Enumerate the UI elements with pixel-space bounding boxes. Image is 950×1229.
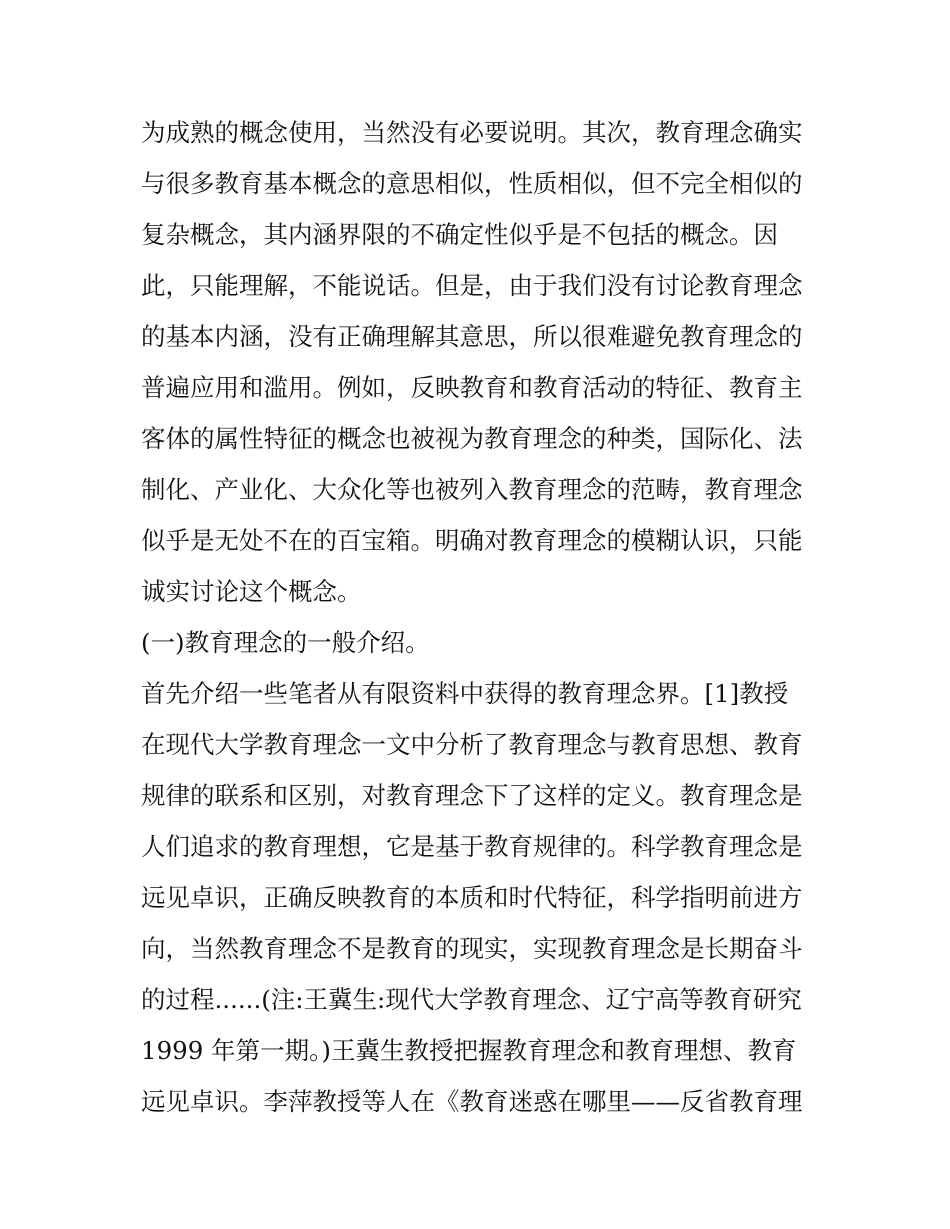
text-line: 远见卓识。李萍教授等人在《教育迷惑在哪里——反省教育理 — [141, 1087, 803, 1116]
text-line: 规律的联系和区别，对教育理念下了这样的定义。教育理念是 — [141, 781, 803, 810]
text-line: 与很多教育基本概念的意思相似，性质相似，但不完全相似的 — [141, 169, 803, 198]
text-line: 首先介绍一些笔者从有限资料中获得的教育理念界。[1]教授 — [141, 679, 789, 708]
text-line: 似乎是无处不在的百宝箱。明确对教育理念的模糊认识，只能 — [141, 526, 803, 555]
text-line: 此，只能理解，不能说话。但是，由于我们没有讨论教育理念 — [141, 271, 803, 300]
text-line: 向，当然教育理念不是教育的现实，实现教育理念是长期奋斗 — [141, 934, 803, 963]
text-line: 普遍应用和滥用。例如，反映教育和教育活动的特征、教育主 — [141, 373, 803, 402]
section-heading: (一)教育理念的一般介绍。 — [141, 628, 430, 657]
text-line: 复杂概念，其内涵界限的不确定性似乎是不包括的概念。因 — [141, 220, 778, 249]
text-line: 1999 年第一期。)王冀生教授把握教育理念和教育理想、教育 — [141, 1036, 797, 1065]
text-line: 诚实讨论这个概念。 — [141, 577, 362, 606]
text-line: 远见卓识，正确反映教育的本质和时代特征，科学指明前进方 — [141, 883, 803, 912]
text-line: 制化、产业化、大众化等也被列入教育理念的范畴，教育理念 — [141, 475, 803, 504]
text-line: 人们追求的教育理想，它是基于教育规律的。科学教育理念是 — [141, 832, 803, 861]
body-text — [141, 107, 813, 1127]
text-line: 在现代大学教育理念一文中分析了教育理念与教育思想、教育 — [141, 730, 803, 759]
text-line: 的过程......(注:王冀生:现代大学教育理念、辽宁高等教育研究 — [141, 985, 802, 1014]
text-line: 客体的属性特征的概念也被视为教育理念的种类，国际化、法 — [141, 424, 803, 453]
text-line: 为成熟的概念使用，当然没有必要说明。其次，教育理念确实 — [141, 118, 803, 147]
text-line: 的基本内涵，没有正确理解其意思，所以很难避免教育理念的 — [141, 322, 803, 351]
